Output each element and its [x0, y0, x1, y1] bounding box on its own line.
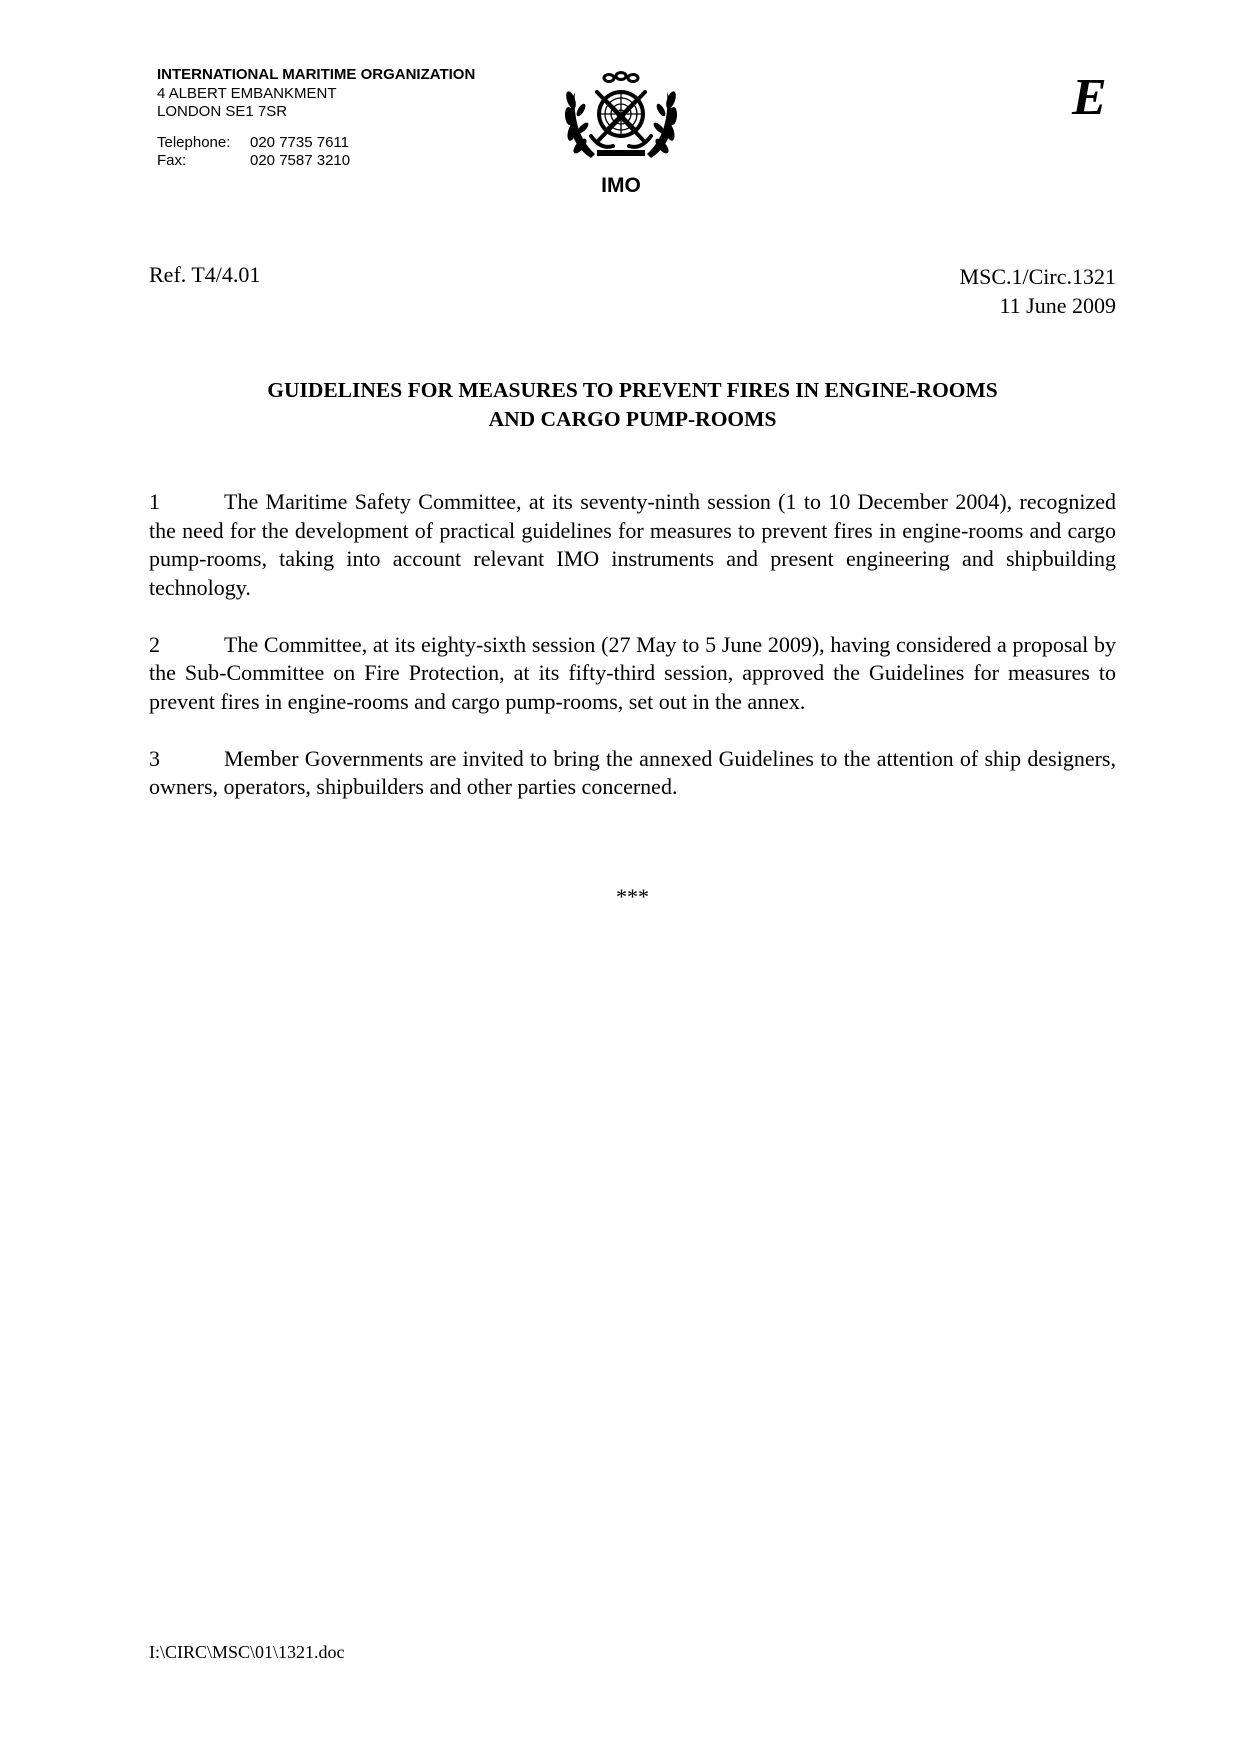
section-separator: *** [616, 884, 649, 909]
paragraph-3 [149, 745, 1116, 802]
telephone-value: 020 7735 7611 [250, 133, 349, 151]
imo-logo [556, 70, 686, 198]
language-mark: E [1072, 69, 1107, 126]
org-name: INTERNATIONAL MARITIME ORGANIZATION [157, 66, 476, 83]
imo-emblem-icon [561, 70, 681, 170]
reference-number: Ref. T4/4.01 [149, 262, 261, 287]
document-body [149, 488, 1116, 830]
fax-label: Fax: [157, 152, 187, 169]
address-line-2: LONDON SE1 7SR [157, 103, 288, 120]
footer-file-path: I:\CIRC\MSC\01\1321.doc [149, 1642, 345, 1662]
paragraph-1 [149, 488, 1116, 602]
paragraph-text: Member Governments are invited to bring the annexed Guidelines to the attention of ship designers, owners, operators, shipbuilders and other parties concerned. [149, 745, 1116, 799]
paragraph-number: 3 [149, 745, 160, 771]
contact-info [157, 134, 475, 171]
paragraph-text: The Committee, at its eighty-sixth session (27 May to 5 June 2009), having considered a proposal by the Sub-Committee on Fire Protection, at its fifty-third session, approved the Guidelines for measures to prevent fires in engine-rooms and cargo pump-rooms, set out in the annex. [149, 631, 1116, 714]
circular-info [960, 262, 1116, 320]
title-line-1: GUIDELINES FOR MEASURES TO PREVENT FIRES IN ENGINE-ROOMS [267, 378, 998, 402]
circular-number: MSC.1/Circ.1321 [959, 264, 1116, 289]
fax-row [157, 152, 475, 171]
document-title [149, 376, 1116, 434]
telephone-label: Telephone: [157, 133, 231, 151]
org-address-block [157, 66, 475, 171]
title-line-2: AND CARGO PUMP-ROOMS [488, 407, 777, 431]
paragraph-number: 1 [149, 489, 160, 514]
address-line-1: 4 ALBERT EMBANKMENT [157, 84, 337, 102]
paragraph-2 [149, 631, 1116, 717]
fax-value: 020 7587 3210 [250, 152, 351, 169]
document-date: 11 June 2009 [999, 293, 1116, 318]
paragraph-text: The Maritime Safety Committee, at its seventy-ninth session (1 to 10 December 2004), recognized the need for the development of practical guidelines for measures to prevent fires in engine-rooms and cargo pump-rooms, taking into account relevant IMO instruments and present engineering and shipbuilding technology. [149, 489, 1116, 600]
logo-label: IMO [601, 174, 641, 197]
paragraph-number: 2 [149, 631, 160, 657]
telephone-row [157, 134, 475, 153]
